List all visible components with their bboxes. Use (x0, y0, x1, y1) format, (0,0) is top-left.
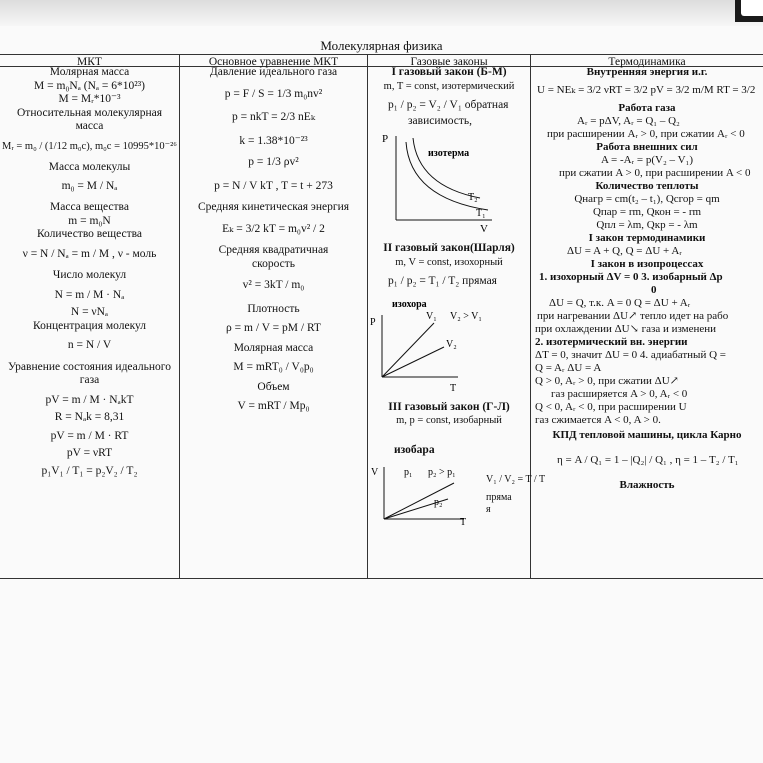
formula-substance-mass: m = m₀N (68, 214, 111, 227)
v2-label: V₂ (446, 338, 457, 350)
law1-formula (388, 99, 530, 113)
formula-heat-2: Qпар = rm, Qкон = - rm (592, 206, 702, 218)
header-gas-laws: Газовые законы (410, 56, 488, 68)
law3-note-1: пряма (486, 492, 512, 503)
page-top-shadow (0, 0, 763, 26)
p2-label: p₂ (434, 497, 443, 508)
formula-gas-work: Aᵣ = pΔV, Aᵣ = Q₁ – Q₂ (577, 115, 680, 127)
label-efficiency: КПД тепловой машины, цикла Карно (552, 429, 742, 441)
axis-v-label: V (480, 223, 488, 235)
label-humidity: Влажность (619, 479, 675, 491)
axis-p-label: P (382, 133, 389, 145)
label-gas-work: Работа газа (618, 102, 676, 114)
axis-v-label-2: V (371, 467, 379, 478)
label-molecule-mass: Масса молекулы (48, 161, 131, 173)
isochore-graph (368, 295, 530, 394)
formula-internal-energy: U = NEₖ = 3/2 νRT = 3/2 pV = 3/2 m/M RT = 3/2 (537, 84, 756, 96)
label-first-law-isoprocesses: I закон в изопроцессах (590, 258, 704, 270)
axis-t-label-2: T (460, 517, 467, 528)
law3-condition: m, p = const, изобарный (396, 415, 502, 426)
label-molar-mass: Молярная масса (49, 66, 130, 78)
isothermal-line-6: газ сжимается A < 0, A > 0. (535, 414, 661, 426)
t2-label: T₂ (468, 192, 478, 203)
formula-gas-constant: R = Nₐk = 8,31 (54, 411, 125, 423)
label-molar-mass-2: Молярная масса (233, 341, 314, 354)
p2-gt-label: p₂ > p₁ (428, 467, 456, 478)
formula-pressure-3: p = 1/3 ρv² (248, 156, 299, 168)
column-basic-equation (180, 66, 367, 420)
label-internal-energy: Внутренняя энергия и.г. (586, 66, 708, 78)
law2-condition: m, V = const, изохорный (395, 256, 503, 268)
formula-heat-3: Qпл = λm, Qкр = - λm (596, 219, 698, 231)
label-volume: Объем (257, 380, 290, 393)
formula-pressure-2: p = nkT = 2/3 nEₖ (231, 111, 316, 123)
formula-density: ρ = m / V = pM / RT (226, 322, 321, 334)
isothermal-line-1: ΔT = 0, значит ΔU = 0 4. адиабатный Q = (535, 349, 726, 361)
formula-state-3: pV = νRT (66, 447, 113, 459)
label-state-equation-2: газа (79, 374, 100, 386)
formula-concentration: n = N / V (67, 339, 112, 351)
isotherm-graph (368, 128, 530, 235)
table-top-line (0, 54, 763, 55)
column-mkt (0, 66, 179, 482)
label-molecule-count: Число молекул (52, 269, 127, 281)
formula-state-1: pV = m / M · NₐkT (45, 393, 134, 406)
header-basic-equation: Основное уравнение МКТ (208, 56, 339, 68)
formula-molar-mass-3: M = mRT₀ / V₀p₀ (233, 361, 314, 373)
isochore-v2 (382, 347, 444, 377)
header-thermodynamics: Термодинамика (608, 56, 686, 68)
label-kinetic-energy: Средняя кинетическая энергия (197, 201, 350, 213)
law1-title: I газовый закон (Б-М) (391, 66, 507, 78)
label-density: Плотность (247, 302, 300, 315)
isothermal-title: 2. изотермический вн. энергии (535, 336, 688, 348)
external-work-sign: при сжатии A > 0, при расширении A < 0 (559, 167, 751, 179)
formula-first-law: ΔU = A + Q, Q = ΔU + Aᵣ (567, 245, 682, 257)
isothermal-line-4: газ расширяется A > 0, Aᵣ < 0 (551, 388, 688, 400)
label-relative-mass-2: масса (75, 120, 104, 132)
label-pressure: Давление идеального газа (209, 66, 338, 78)
formula-pressure-1: p = F / S = 1/3 m₀nv² (224, 87, 323, 100)
isochoric-line-1: ΔU = Q, т.к. A = 0 Q = ΔU + Aᵣ (549, 297, 691, 309)
formula-amount: ν = N / Nₐ = m / M , ν - моль (22, 247, 157, 260)
law2-formula (388, 275, 530, 289)
formula-molar-mass-2: M = Mᵣ*10⁻³ (58, 93, 121, 105)
label-substance-mass: Масса вещества (50, 201, 129, 213)
p1-label: p₁ (404, 467, 413, 478)
isotherm-curve-t2 (413, 138, 480, 198)
page-title: Молекулярная физика (320, 38, 443, 53)
formula-boltzmann: k = 1.38*10⁻²³ (239, 134, 308, 147)
window-corner (735, 0, 763, 22)
formula-molecule-count: N = m / M · Nₐ (54, 288, 125, 301)
t1-label: T₁ (476, 208, 486, 219)
law3-title: III газовый закон (Г-Л) (388, 400, 510, 413)
column-gas-laws (368, 66, 546, 576)
label-first-law: I закон термодинамики (588, 232, 706, 244)
formula-state-2: pV = m / M · RT (50, 429, 129, 442)
isothermal-line-2: Q = Aᵣ ΔU = A (535, 362, 602, 374)
formula-heat-1: Qнагр = cm(t₂ – t₁), Qсгор = qm (574, 193, 720, 205)
isochoric-line-2: при нагревании ΔU↗ тепло идет на рабо (537, 310, 729, 322)
isochoric-line-3: при охлаждении ΔU↘ газа и изменени (535, 323, 717, 335)
isochore-label: изохора (392, 298, 427, 310)
formula-volume: V = mRT / Mp₀ (237, 400, 310, 412)
label-rms-speed: Средняя квадратичная (218, 244, 329, 256)
label-relative-mass: Относительная молекулярная (16, 106, 163, 119)
isochoric-isobaric-titles: 1. изохорный ΔV = 0 3. изобарный Δp (539, 271, 723, 283)
formula-external-work: A = -Aᵣ = p(V₂ – V₁) (600, 154, 694, 166)
formula-molecule-mass: m₀ = M / Nₐ (61, 179, 118, 192)
law3-formula: V₁ / V₂ = T / T (486, 474, 546, 485)
formula-molecule-count-2: N = νNₐ (70, 306, 109, 318)
header-mkt: МКТ (77, 56, 102, 68)
formula-relative-mass: Mᵣ = m₀ / (1/12 m₀c), m₀c = 10995*10⁻²⁶ (2, 140, 177, 152)
axis-p-label-2: P (370, 316, 376, 328)
label-rms-speed-2: скорость (251, 257, 296, 270)
v1-label: V₁ (426, 310, 437, 322)
isothermal-line-5: Q < 0, Aᵣ < 0, при расширении U (535, 401, 687, 413)
formula-kinetic-energy: Eₖ = 3/2 kT = m₀v² / 2 (222, 222, 325, 235)
isothermal-line-3: Q > 0, Aᵣ > 0, при сжатии ΔU↗ (535, 375, 679, 387)
isochoric-zero: 0 (651, 284, 657, 296)
law2-formula-text: p₁ / p₂ = T₁ / T₂ (388, 275, 460, 287)
v2-gt-label: V₂ > V₁ (450, 310, 482, 322)
label-amount: Количество вещества (36, 228, 143, 240)
law1-note: обратная (464, 99, 509, 111)
isobar-p1 (384, 483, 454, 519)
label-heat-quantity: Количество теплоты (595, 180, 699, 192)
law3-note-2: я (486, 504, 491, 515)
law2-title: II газовый закон(Шарля) (383, 242, 515, 254)
column-thermodynamics (531, 66, 763, 492)
table-bottom-line (0, 578, 763, 579)
formula-combined-gas-law: p₁V₁ / T₁ = p₂V₂ / T₂ (41, 464, 138, 477)
label-concentration: Концентрация молекул (32, 319, 147, 332)
isobar-label: изобара (394, 443, 435, 456)
label-external-work: Работа внешних сил (596, 141, 698, 153)
gas-work-sign: при расширении Aᵣ > 0, при сжатии Aᵣ < 0 (547, 128, 745, 140)
formula-molar-mass: M = m₀Nₐ (Nₐ = 6*10²³) (34, 79, 145, 92)
law1-note-2: зависимость, (408, 114, 473, 127)
law2-note: прямая (462, 275, 497, 287)
formula-efficiency: η = A / Q₁ = 1 – |Q₂| / Q₁ , η = 1 – T₂ / T₁ (557, 454, 739, 466)
isotherm-label: изотерма (428, 148, 470, 159)
label-state-equation: Уравнение состояния идеального (8, 360, 171, 373)
law1-condition: m, T = const, изотермический (383, 80, 515, 92)
formula-rms-speed: v² = 3kT / m₀ (242, 279, 305, 291)
axis-t-label: T (450, 382, 457, 394)
law1-formula-text: p₁ / p₂ = V₂ / V₁ (388, 99, 462, 111)
formula-pressure-4: p = N / V kT , T = t + 273 (214, 179, 333, 192)
isochore-v1 (382, 323, 434, 377)
